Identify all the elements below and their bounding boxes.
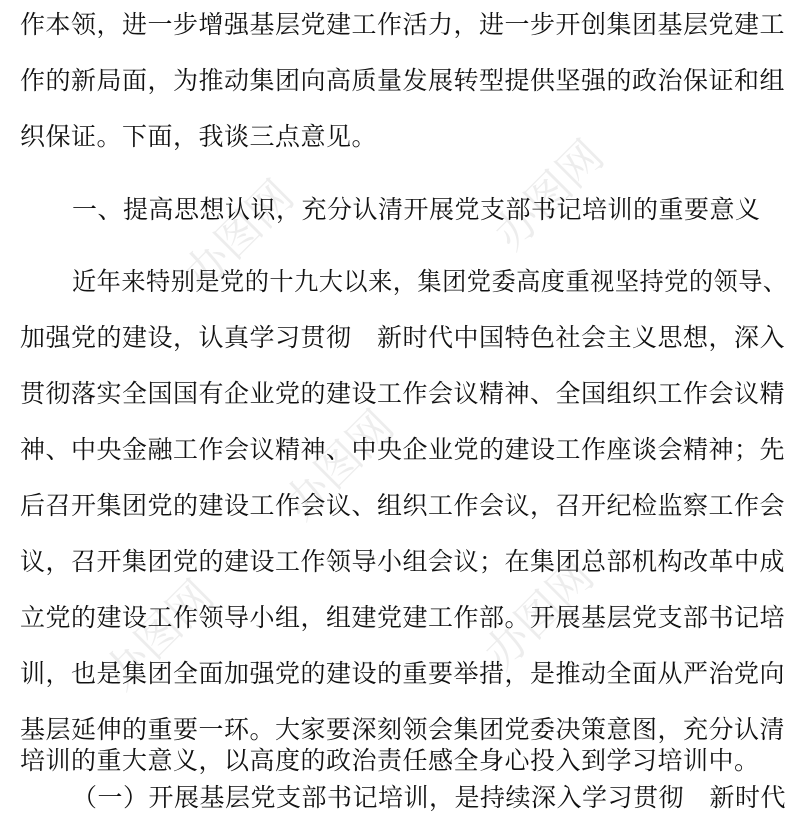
- paragraph-line: 培训的重大意义，以高度的政治责任感全身心投入到学习培训中。: [20, 746, 760, 775]
- watermark: 办图网: [274, 400, 404, 530]
- watermark: 办图网: [94, 570, 224, 700]
- paragraph-line: 织保证。下面，我谈三点意见。: [20, 122, 378, 151]
- watermark: 办图网: [484, 130, 614, 260]
- paragraph-line: 立党的建设工作领导小组，组建党建工作部。开展基层党支部书记培: [20, 603, 786, 632]
- paragraph-line: 训，也是集团全面加强党的建设的重要举措，是推动全面从严治党向: [20, 659, 786, 688]
- paragraph-line: 作本领，进一步增强基层党建工作活力，进一步开创集团基层党建工: [20, 10, 786, 39]
- paragraph-line: 作的新局面，为推动集团向高质量发展转型提供坚强的政治保证和组: [20, 66, 786, 95]
- watermark: 办图网: [174, 170, 304, 300]
- paragraph-line: 后召开集团党的建设工作会议、组织工作会议，召开纪检监察工作会: [20, 491, 786, 520]
- paragraph-line: 近年来特别是党的十九大以来，集团党委高度重视坚持党的领导、: [72, 267, 788, 296]
- paragraph-line: 神、中央金融工作会议精神、中央企业党的建设工作座谈会精神；先: [20, 435, 786, 464]
- paragraph-line: 贯彻落实全国国有企业党的建设工作会议精神、全国组织工作会议精: [20, 379, 786, 408]
- paragraph-line: 议，召开集团党的建设工作领导小组会议；在集团总部机构改革中成: [20, 547, 786, 576]
- paragraph-line: 基层延伸的重要一环。大家要深刻领会集团党委决策意图，充分认清: [20, 715, 786, 744]
- paragraph-line: 加强党的建设，认真学习贯彻 新时代中国特色社会主义思想，深入: [20, 323, 786, 352]
- watermark: 办图网: [474, 550, 604, 680]
- section-heading: 一、提高思想认识，充分认清开展党支部书记培训的重要意义: [72, 195, 761, 224]
- subsection-heading: （一）开展基层党支部书记培训，是持续深入学习贯彻 新时代: [72, 783, 787, 812]
